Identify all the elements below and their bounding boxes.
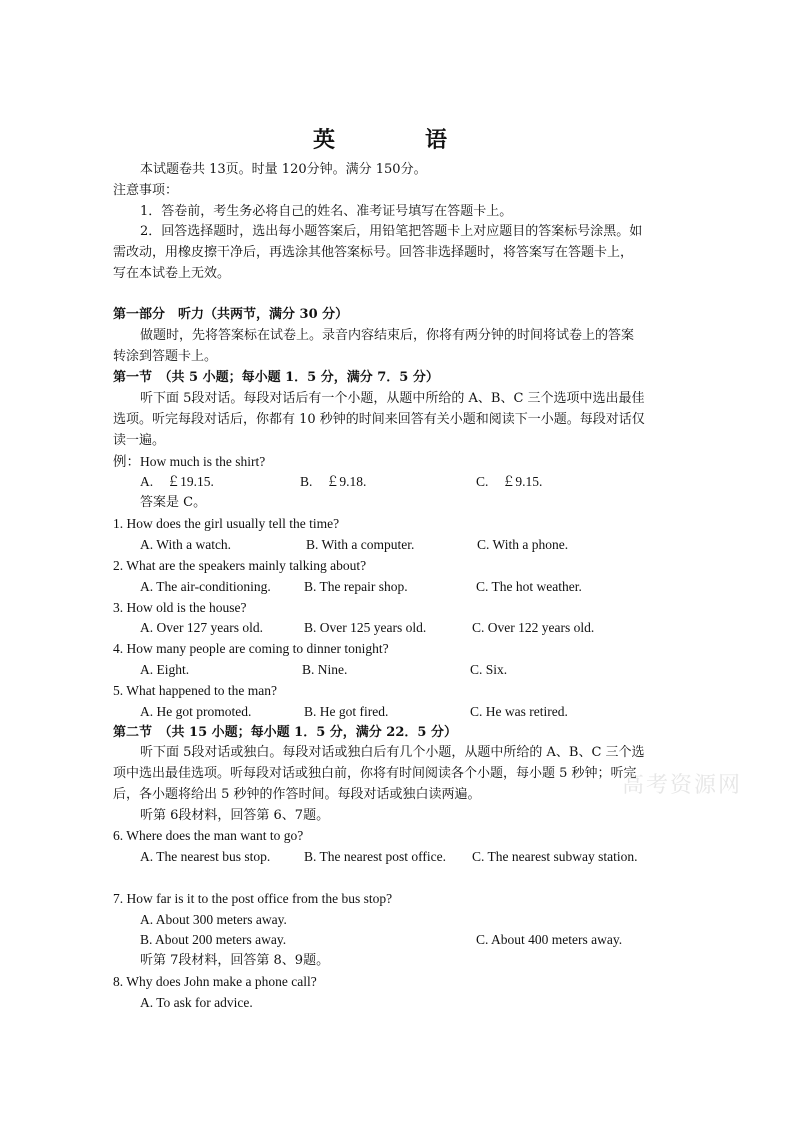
q7-option-b: B. About 200 meters away. <box>140 932 287 947</box>
q8-option-a: A. To ask for advice. <box>140 995 253 1010</box>
q7-option-c: C. About 400 meters away. <box>476 932 623 947</box>
part1-instruction: 做题时，先将答案标在试卷上。录音内容结束后，你将有两分钟的时间将试卷上的答案 <box>140 328 635 343</box>
q5-option-b: B. He got fired. <box>304 704 389 719</box>
q1-option-b: B. With a computer. <box>306 537 415 552</box>
section1-instruction-end: 读一遍。 <box>113 433 166 448</box>
question-7: 7. How far is it to the post office from the bus stop? <box>113 891 393 906</box>
section2-heading: 第二节 （共 15 小题；每小题 1．5 分，满分 22．5 分） <box>113 725 457 740</box>
question-8: 8. Why does John make a phone call? <box>113 974 317 989</box>
example-option-b: B. ￡9.18. <box>300 474 367 489</box>
intro-text: 本试题卷共 13页。时量 120分钟。满分 150分。 <box>140 162 427 177</box>
section2-instruction-end: 后，各小题将给出 5 秒钟的作答时间。每段对话或独白读两遍。 <box>113 787 481 802</box>
question-1: 1. How does the girl usually tell the time? <box>113 516 340 531</box>
q3-option-b: B. Over 125 years old. <box>304 620 427 635</box>
example-option-c: C. ￡9.15. <box>476 474 543 489</box>
q6-option-a: A. The nearest bus stop. <box>140 849 271 864</box>
material-7-note: 听第 7段材料，回答第 8、9题。 <box>140 953 330 968</box>
watermark: 高考资源网 <box>622 773 743 798</box>
q4-option-c: C. Six. <box>470 662 508 677</box>
q5-option-a: A. He got promoted. <box>140 704 252 719</box>
q2-option-c: C. The hot weather. <box>476 579 582 594</box>
section1-instruction-cont: 选项。听完每段对话后，你都有 10 秒钟的时间来回答有关小题和阅读下一小题。每段对话仅 <box>113 412 645 427</box>
notice-item-2-cont: 需改动，用橡皮擦干净后，再选涂其他答案标号。回答非选择题时，将答案写在答题卡上， <box>113 245 634 260</box>
question-4: 4. How many people are coming to dinner tonight? <box>113 641 389 656</box>
question-5: 5. What happened to the man? <box>113 683 277 698</box>
question-2: 2. What are the speakers mainly talking about? <box>113 558 367 573</box>
q2-option-a: A. The air-conditioning. <box>140 579 271 594</box>
q6-option-b: B. The nearest post office. <box>304 849 446 864</box>
section2-instruction: 听下面 5段对话或独白。每段对话或独白后有几个小题，从题中所给的 A、B、C 三个选 <box>140 745 645 760</box>
document-title: 英 语 <box>312 127 481 153</box>
q3-option-a: A. Over 127 years old. <box>140 620 263 635</box>
example-question: 例：How much is the shirt? <box>113 454 266 469</box>
notice-item-1: 1．答卷前，考生务必将自己的姓名、准考证号填写在答题卡上。 <box>140 204 513 219</box>
part1-heading: 第一部分 听力（共两节，满分 30 分） <box>113 307 349 322</box>
q4-option-b: B. Nine. <box>302 662 348 677</box>
notice-heading: 注意事项： <box>113 183 179 198</box>
notice-item-2: 2．回答选择题时，选出每小题答案后，用铅笔把答题卡上对应题目的答案标号涂黑。如 <box>140 224 643 239</box>
q7-option-a: A. About 300 meters away. <box>140 912 287 927</box>
q5-option-c: C. He was retired. <box>470 704 568 719</box>
q3-option-c: C. Over 122 years old. <box>472 620 595 635</box>
q2-option-b: B. The repair shop. <box>304 579 408 594</box>
q1-option-a: A. With a watch. <box>140 537 232 552</box>
section1-instruction: 听下面 5段对话。每段对话后有一个小题，从题中所给的 A、B、C 三个选项中选出最佳 <box>140 391 645 406</box>
part1-instruction-cont: 转涂到答题卡上。 <box>113 349 218 364</box>
section2-instruction-cont: 项中选出最佳选项。听每段对话或独白前，你将有时间阅读各个小题，每小题 5 秒钟；听完 <box>113 766 637 781</box>
example-option-a: A. ￡19.15. <box>140 474 214 489</box>
question-6: 6. Where does the man want to go? <box>113 828 304 843</box>
q4-option-a: A. Eight. <box>140 662 190 677</box>
question-3: 3. How old is the house? <box>113 600 247 615</box>
example-answer: 答案是 C。 <box>140 495 207 510</box>
section1-heading: 第一节 （共 5 小题；每小题 1．5 分，满分 7．5 分） <box>113 370 439 385</box>
material-6-note: 听第 6段材料，回答第 6、7题。 <box>140 808 330 823</box>
notice-item-2-end: 写在本试卷上无效。 <box>113 266 231 281</box>
q1-option-c: C. With a phone. <box>477 537 569 552</box>
q6-option-c: C. The nearest subway station. <box>472 849 638 864</box>
